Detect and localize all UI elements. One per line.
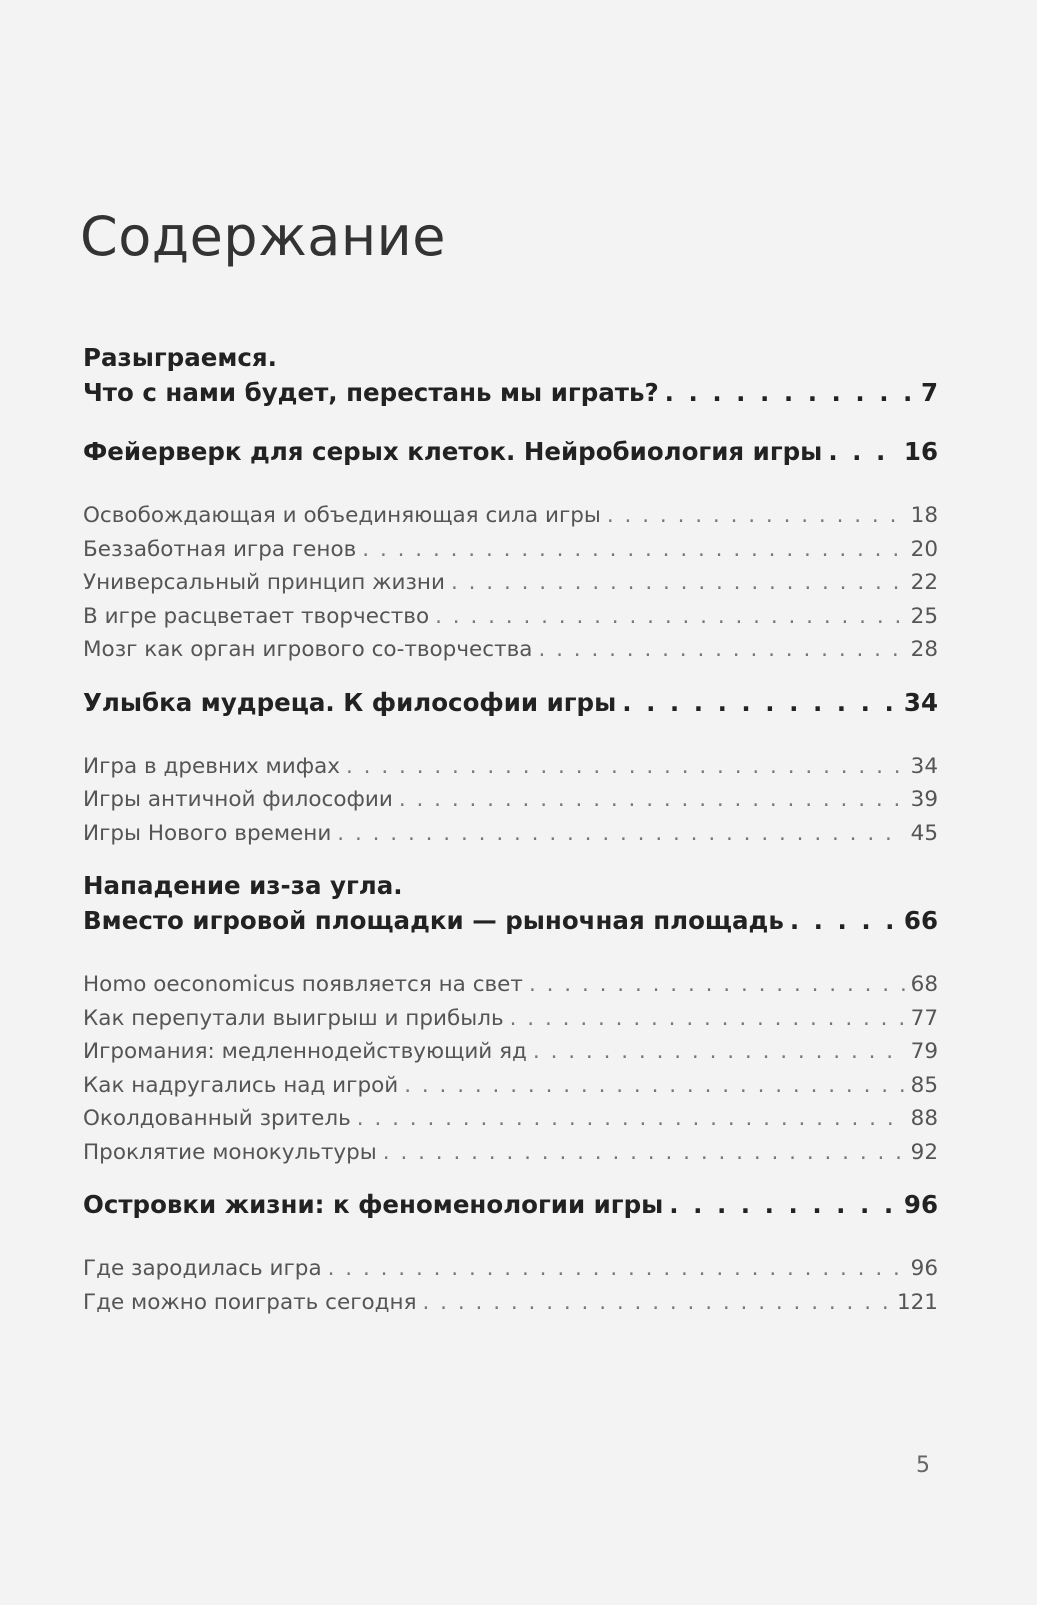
section-page-number: 79 xyxy=(910,1039,938,1064)
section-title: Как надругались над игрой xyxy=(83,1072,399,1098)
toc-section[interactable] xyxy=(83,1136,938,1170)
page-title: Содержание xyxy=(80,205,446,268)
chapter-title-line1: Нападение из-за угла. xyxy=(83,871,403,900)
toc-section[interactable] xyxy=(83,533,938,567)
section-title: Как перепутали выигрыш и прибыль xyxy=(83,1005,504,1031)
chapter-page-number: 96 xyxy=(903,1190,938,1219)
toc-chapter[interactable] xyxy=(83,434,938,469)
dot-leader xyxy=(665,375,915,410)
section-title: Мозг как орган игрового со-творчества xyxy=(83,637,533,662)
section-title: Проклятие монокультуры xyxy=(83,1139,377,1165)
toc-section[interactable] xyxy=(83,499,938,533)
chapter-title: Улыбка мудреца. К философии игры xyxy=(83,687,617,717)
toc-chapter[interactable] xyxy=(83,685,938,720)
section-page-number: 18 xyxy=(910,503,938,528)
dot-leader xyxy=(435,600,905,634)
section-title: Где можно поиграть сегодня xyxy=(83,1289,417,1315)
dot-leader xyxy=(362,533,904,567)
section-title: Игромания: медленнодействующий яд xyxy=(83,1039,527,1064)
section-page-number: 96 xyxy=(910,1256,938,1281)
toc-section[interactable] xyxy=(83,1286,938,1320)
toc-chapter[interactable] xyxy=(83,340,938,410)
dot-leader xyxy=(538,633,904,667)
page-number: 5 xyxy=(916,1453,930,1478)
dot-leader xyxy=(533,1035,905,1069)
section-page-number: 88 xyxy=(910,1106,938,1131)
section-page-number: 45 xyxy=(910,820,938,846)
dot-leader xyxy=(423,1286,891,1320)
dot-leader xyxy=(451,566,905,600)
dot-leader xyxy=(669,1187,898,1222)
dot-leader xyxy=(622,685,898,720)
section-title: Беззаботная игра генов xyxy=(83,536,357,562)
dot-leader xyxy=(383,1136,905,1170)
section-page-number: 28 xyxy=(910,637,938,662)
dot-leader xyxy=(404,1069,904,1103)
dot-leader xyxy=(790,903,898,938)
section-title: Освобождающая и объединяющая сила игры xyxy=(83,503,601,528)
toc-section[interactable] xyxy=(83,750,938,784)
chapter-title-line1: Разыграемся. xyxy=(83,343,277,372)
section-page-number: 77 xyxy=(910,1005,938,1031)
chapter-title: Фейерверк для серых клеток. Нейробиология игры xyxy=(83,437,823,466)
section-page-number: 39 xyxy=(910,787,938,812)
section-title: Игры античной философии xyxy=(83,787,393,812)
dot-leader xyxy=(357,1102,905,1136)
chapter-title: Вместо игровой площадки — рыночная площадь xyxy=(83,906,784,935)
toc-section[interactable] xyxy=(83,566,938,600)
section-title: В игре расцветает творчество xyxy=(83,603,430,629)
chapter-title: Что с нами будет, перестань мы играть? xyxy=(83,378,659,407)
dot-leader xyxy=(337,817,904,851)
dot-leader xyxy=(510,1002,905,1036)
section-title: Игра в древних мифах xyxy=(83,753,341,779)
toc-section[interactable] xyxy=(83,633,938,667)
chapter-page-number: 16 xyxy=(903,437,938,466)
chapter-page-number: 7 xyxy=(920,378,938,407)
section-page-number: 92 xyxy=(910,1139,938,1165)
section-page-number: 121 xyxy=(896,1289,938,1315)
section-page-number: 20 xyxy=(910,536,938,562)
dot-leader xyxy=(328,1252,905,1286)
dot-leader xyxy=(607,499,905,533)
toc-section[interactable] xyxy=(83,1069,938,1103)
toc-section[interactable] xyxy=(83,817,938,851)
toc-section[interactable] xyxy=(83,1102,938,1136)
toc-section[interactable] xyxy=(83,1252,938,1286)
toc-section[interactable] xyxy=(83,783,938,817)
section-page-number: 68 xyxy=(910,972,938,997)
table-of-contents xyxy=(83,340,938,1319)
toc-chapter[interactable] xyxy=(83,1187,938,1222)
dot-leader xyxy=(529,968,905,1002)
section-title: Где зародилась игра xyxy=(83,1256,322,1281)
section-page-number: 25 xyxy=(910,603,938,629)
toc-chapter[interactable] xyxy=(83,868,938,938)
chapter-page-number: 34 xyxy=(903,687,938,717)
section-title: Игры Нового времени xyxy=(83,820,332,846)
toc-section[interactable] xyxy=(83,1035,938,1069)
section-page-number: 85 xyxy=(910,1072,938,1098)
section-page-number: 22 xyxy=(910,570,938,595)
dot-leader xyxy=(346,750,905,784)
dot-leader xyxy=(399,783,905,817)
toc-section[interactable] xyxy=(83,968,938,1002)
section-page-number: 34 xyxy=(910,753,938,779)
section-title: Околдованный зритель xyxy=(83,1106,351,1131)
chapter-page-number: 66 xyxy=(903,906,938,935)
dot-leader xyxy=(828,434,898,469)
toc-section[interactable] xyxy=(83,600,938,634)
section-title: Homo oeconomicus появляется на свет xyxy=(83,972,523,997)
toc-section[interactable] xyxy=(83,1002,938,1036)
chapter-title: Островки жизни: к феноменологии игры xyxy=(83,1190,664,1219)
section-title: Универсальный принцип жизни xyxy=(83,570,445,595)
